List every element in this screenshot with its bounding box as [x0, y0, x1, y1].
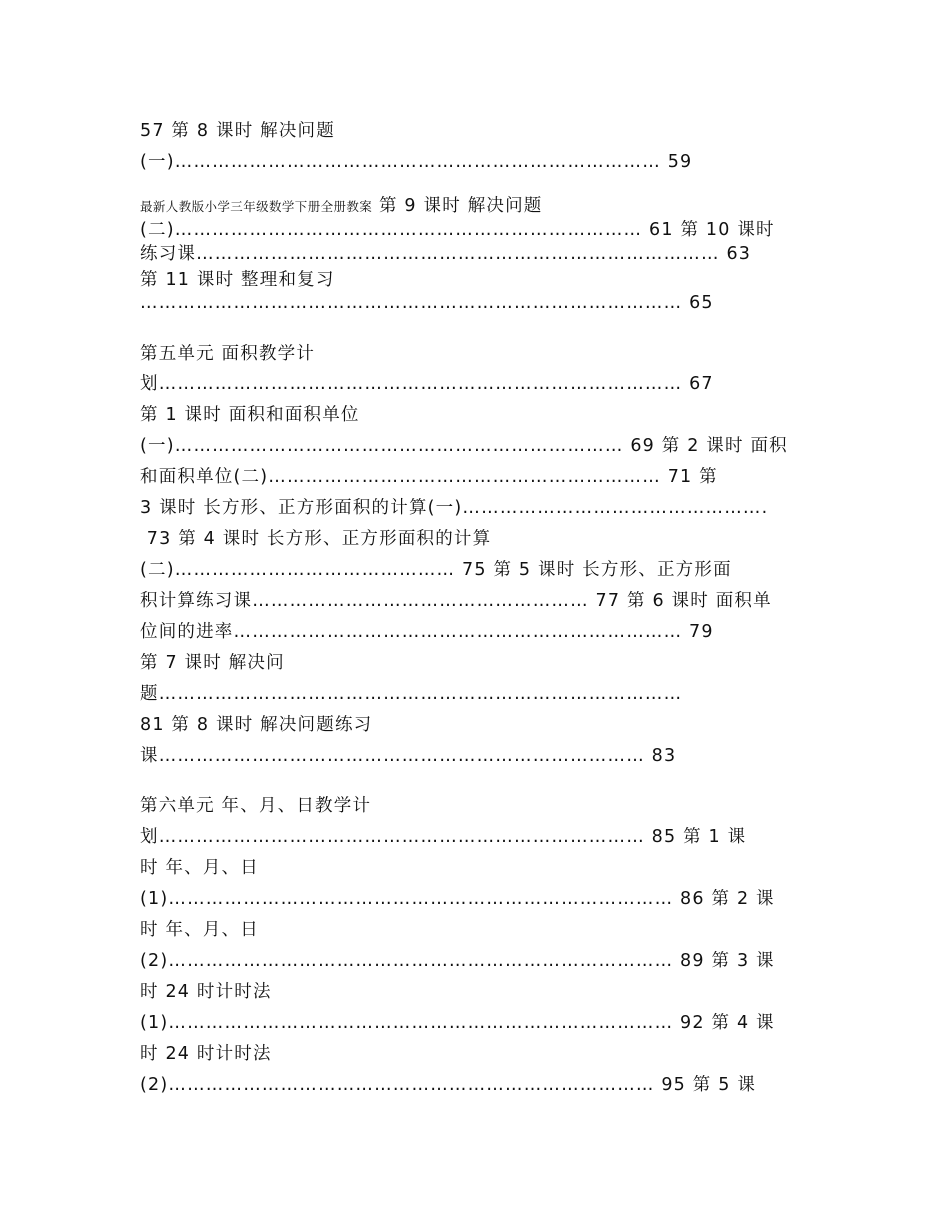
toc-line: 3 课时 长方形、正方形面积的计算(一)………………………………………….: [140, 498, 769, 518]
toc-line: 时 年、月、日: [140, 920, 259, 940]
toc-line: (一)…………………………………………………………………… 59: [140, 152, 693, 172]
toc-line: 练习课………………………………………………………………………… 63: [140, 244, 752, 264]
unit-heading: 第六单元 年、月、日教学计: [140, 796, 372, 816]
toc-line: (2)……………………………………………………………………… 89 第 3 课: [140, 951, 775, 971]
toc-line: 第 7 课时 解决问: [140, 653, 285, 673]
toc-line: 81 第 8 课时 解决问题练习: [140, 715, 373, 735]
toc-line: (二)………………………………………………………………… 61 第 10 课时: [140, 220, 775, 240]
toc-line: 题…………………………………………………………………………: [140, 684, 683, 704]
toc-line: 和面积单位(二)……………………………………………………… 71 第: [140, 467, 718, 487]
toc-line: (1)……………………………………………………………………… 92 第 4 课: [140, 1013, 775, 1033]
toc-line: 第 11 课时 整理和复习: [140, 270, 335, 290]
toc-line: 积计算练习课……………………………………………… 77 第 6 课时 面积单: [140, 591, 772, 611]
running-header: 最新人教版小学三年级数学下册全册教案: [140, 199, 373, 214]
toc-line: 第 1 课时 面积和面积单位: [140, 405, 360, 425]
toc-line: (二)……………………………………… 75 第 5 课时 长方形、正方形面: [140, 560, 732, 580]
toc-line: 时 24 时计时法: [140, 1044, 272, 1064]
toc-line: 73 第 4 课时 长方形、正方形面积的计算: [140, 529, 492, 549]
toc-line: 划………………………………………………………………………… 67: [140, 374, 714, 394]
toc-line: …………………………………………………………………………… 65: [140, 293, 714, 313]
toc-line: 时 24 时计时法: [140, 982, 272, 1002]
unit-heading: 第五单元 面积教学计: [140, 344, 316, 364]
toc-line: (1)……………………………………………………………………… 86 第 2 课: [140, 889, 775, 909]
toc-line: 划…………………………………………………………………… 85 第 1 课: [140, 827, 747, 847]
toc-line: (2)…………………………………………………………………… 95 第 5 课: [140, 1075, 757, 1095]
toc-line: 57 第 8 课时 解决问题: [140, 121, 335, 141]
toc-line-text: 第 9 课时 解决问题: [378, 196, 543, 216]
toc-line: (一)……………………………………………………………… 69 第 2 课时 面积: [140, 436, 788, 456]
toc-line: 课…………………………………………………………………… 83: [140, 746, 677, 766]
toc-line: 时 年、月、日: [140, 858, 259, 878]
toc-line: 位间的进率……………………………………………………………… 79: [140, 622, 714, 642]
toc-line-with-header: [140, 195, 543, 218]
